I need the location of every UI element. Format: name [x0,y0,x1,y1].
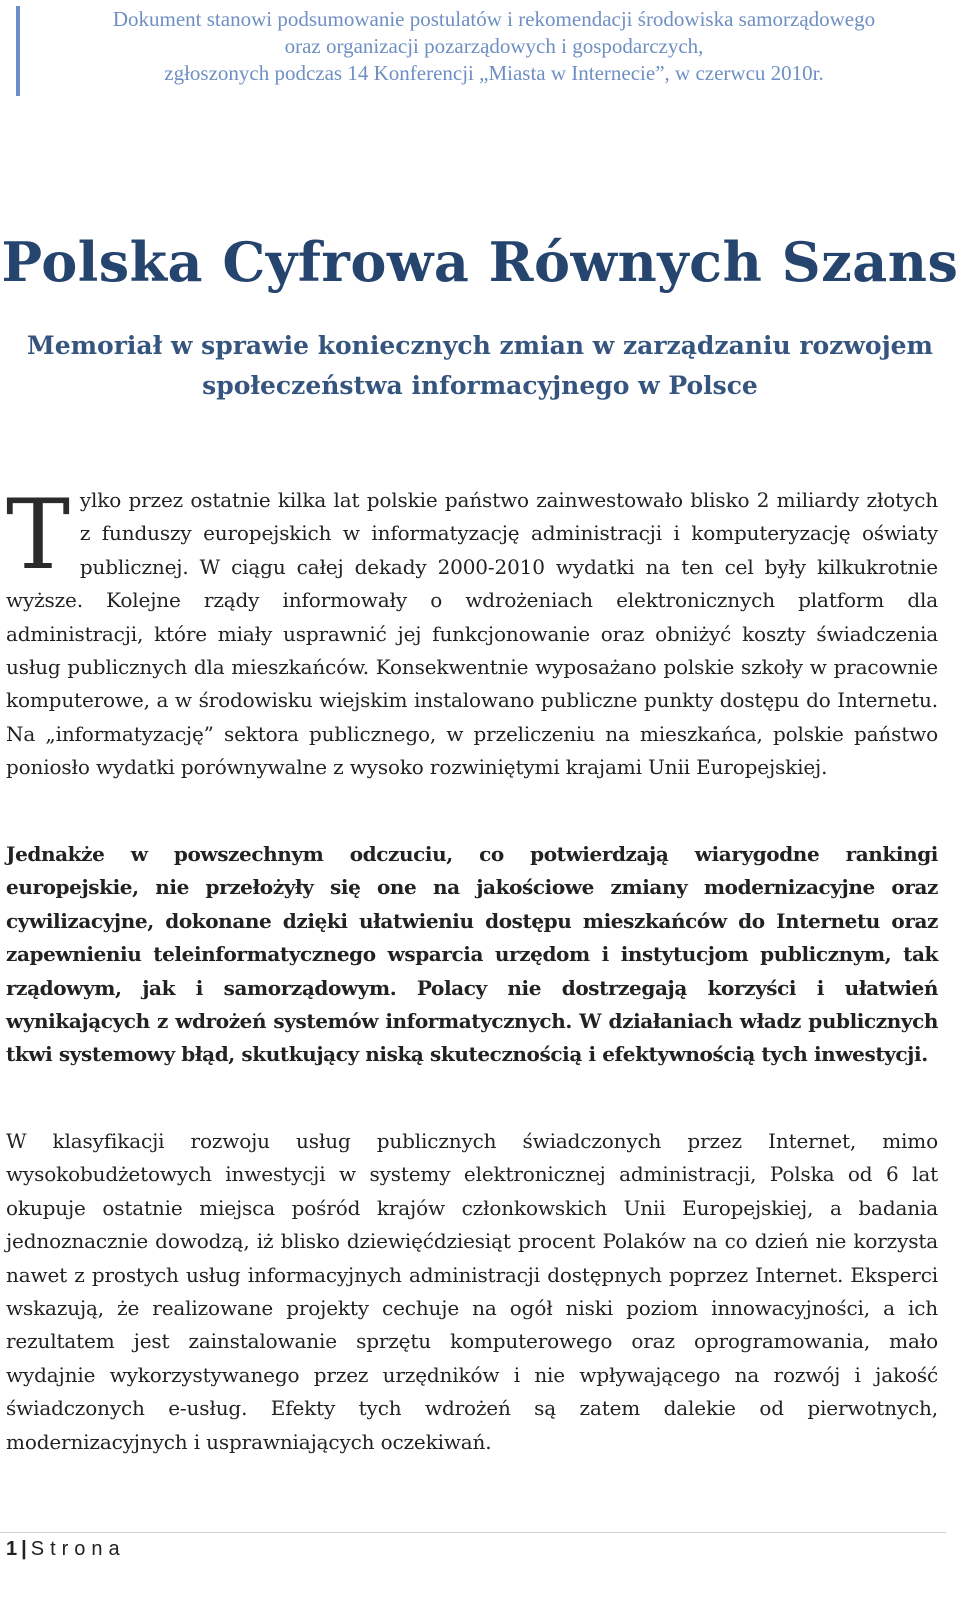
header-note-line-1: Dokument stanowi podsumowanie postulatów i rekomendacji środowiska samorządowego [112,7,876,31]
paragraph-intro [6,479,938,785]
subtitle-line-1: Memoriał w sprawie koniecznych zmian w zarządzaniu rozwojem [27,331,933,360]
subtitle-line-2: społeczeństwa informacyjnego w Polsce [202,371,758,400]
header-note [16,6,956,96]
document-title: Polska Cyfrowa Równych Szans [1,230,959,294]
footer-label: Strona [30,1538,126,1560]
drop-cap: T [6,479,70,591]
header-note-line-2: oraz organizacji pozarządowych i gospodarczych, [284,34,704,58]
paragraph-bold: Jednakże w powszechnym odczuciu, co potwierdzają wiarygodne rankingi europejskie, nie przełożyły się one na jakościowe zmiany modernizacyjne oraz cywilizacyjne, dokonane dzięki ułatwieniu dostępu mieszkańców do Internetu oraz zapewnieniu teleinformatycznego wsparcia urzędom i instytucjom publicznym, tak rządowym, jak i samorządowym. Polacy nie dostrzegają korzyści i ułatwień wynikających z wdrożeń systemów informatycznych. W działaniach władz publicznych tkwi systemowy błąd, skutkujący niską skutecznością i efektywnością tych inwestycji. [6,842,938,1067]
paragraph-classification: W klasyfikacji rozwoju usług publicznych świadczonych przez Internet, mimo wysokobudżetowych inwestycji w systemy elektronicznej administracji, Polska od 6 lat okupuje ostatnie miejsca pośród krajów członkowskich Unii Europejskiej, a badania jednoznacznie dowodzą, iż blisko dziewięćdziesiąt procent Polaków na co dzień nie korzysta nawet z prostych usług informacyjnych administracji dostępnych poprzez Internet. Eksperci wskazują, że realizowane projekty cechuje na ogół niski poziom innowacyjności, a ich rezultatem jest zainstalowanie sprzętu komputerowego oraz oprogramowania, mało wydajnie wykorzystywanego przez urzędników i nie wpływającego na rozwój i jakość świadczonych e-usług. Efekty tych wdrożeń są zatem dalekie od pierwotnych, modernizacyjnych i usprawniających oczekiwań. [6,1129,938,1454]
footer-separator: | [21,1538,27,1560]
header-note-line-3: zgłoszonych podczas 14 Konferencji „Miasta w Internecie”, w czerwcu 2010r. [164,61,824,85]
page-number: 1 [6,1538,18,1560]
paragraph-intro-text: ylko przez ostatnie kilka lat polskie państwo zainwestowało blisko 2 miliardy złotych z funduszy europejskich w informatyzację administracji i komputeryzację oświaty publicznej. W ciągu całej dekady 2000-2010 wydatki na ten cel były kilkukrotnie wyższe. Kolejne rządy informowały o wdrożeniach elektronicznych platform dla administracji, które miały usprawnić jej funkcjonowanie oraz obniżyć koszty świadczenia usług publicznych dla mieszkańców. Konsekwentnie wyposażano polskie szkoły w pracownie komputerowe, a w środowisku wiejskim instalowano publiczne punkty dostępu do Internetu. Na „informatyzację” sektora publicznego, w przeliczeniu na mieszkańca, polskie państwo poniosło wydatki porównywalne z wysoko rozwiniętymi krajami Unii Europejskiej. [6,488,938,780]
document-subtitle [20,326,940,406]
footer-divider [0,1532,946,1533]
page-footer [6,1538,126,1561]
